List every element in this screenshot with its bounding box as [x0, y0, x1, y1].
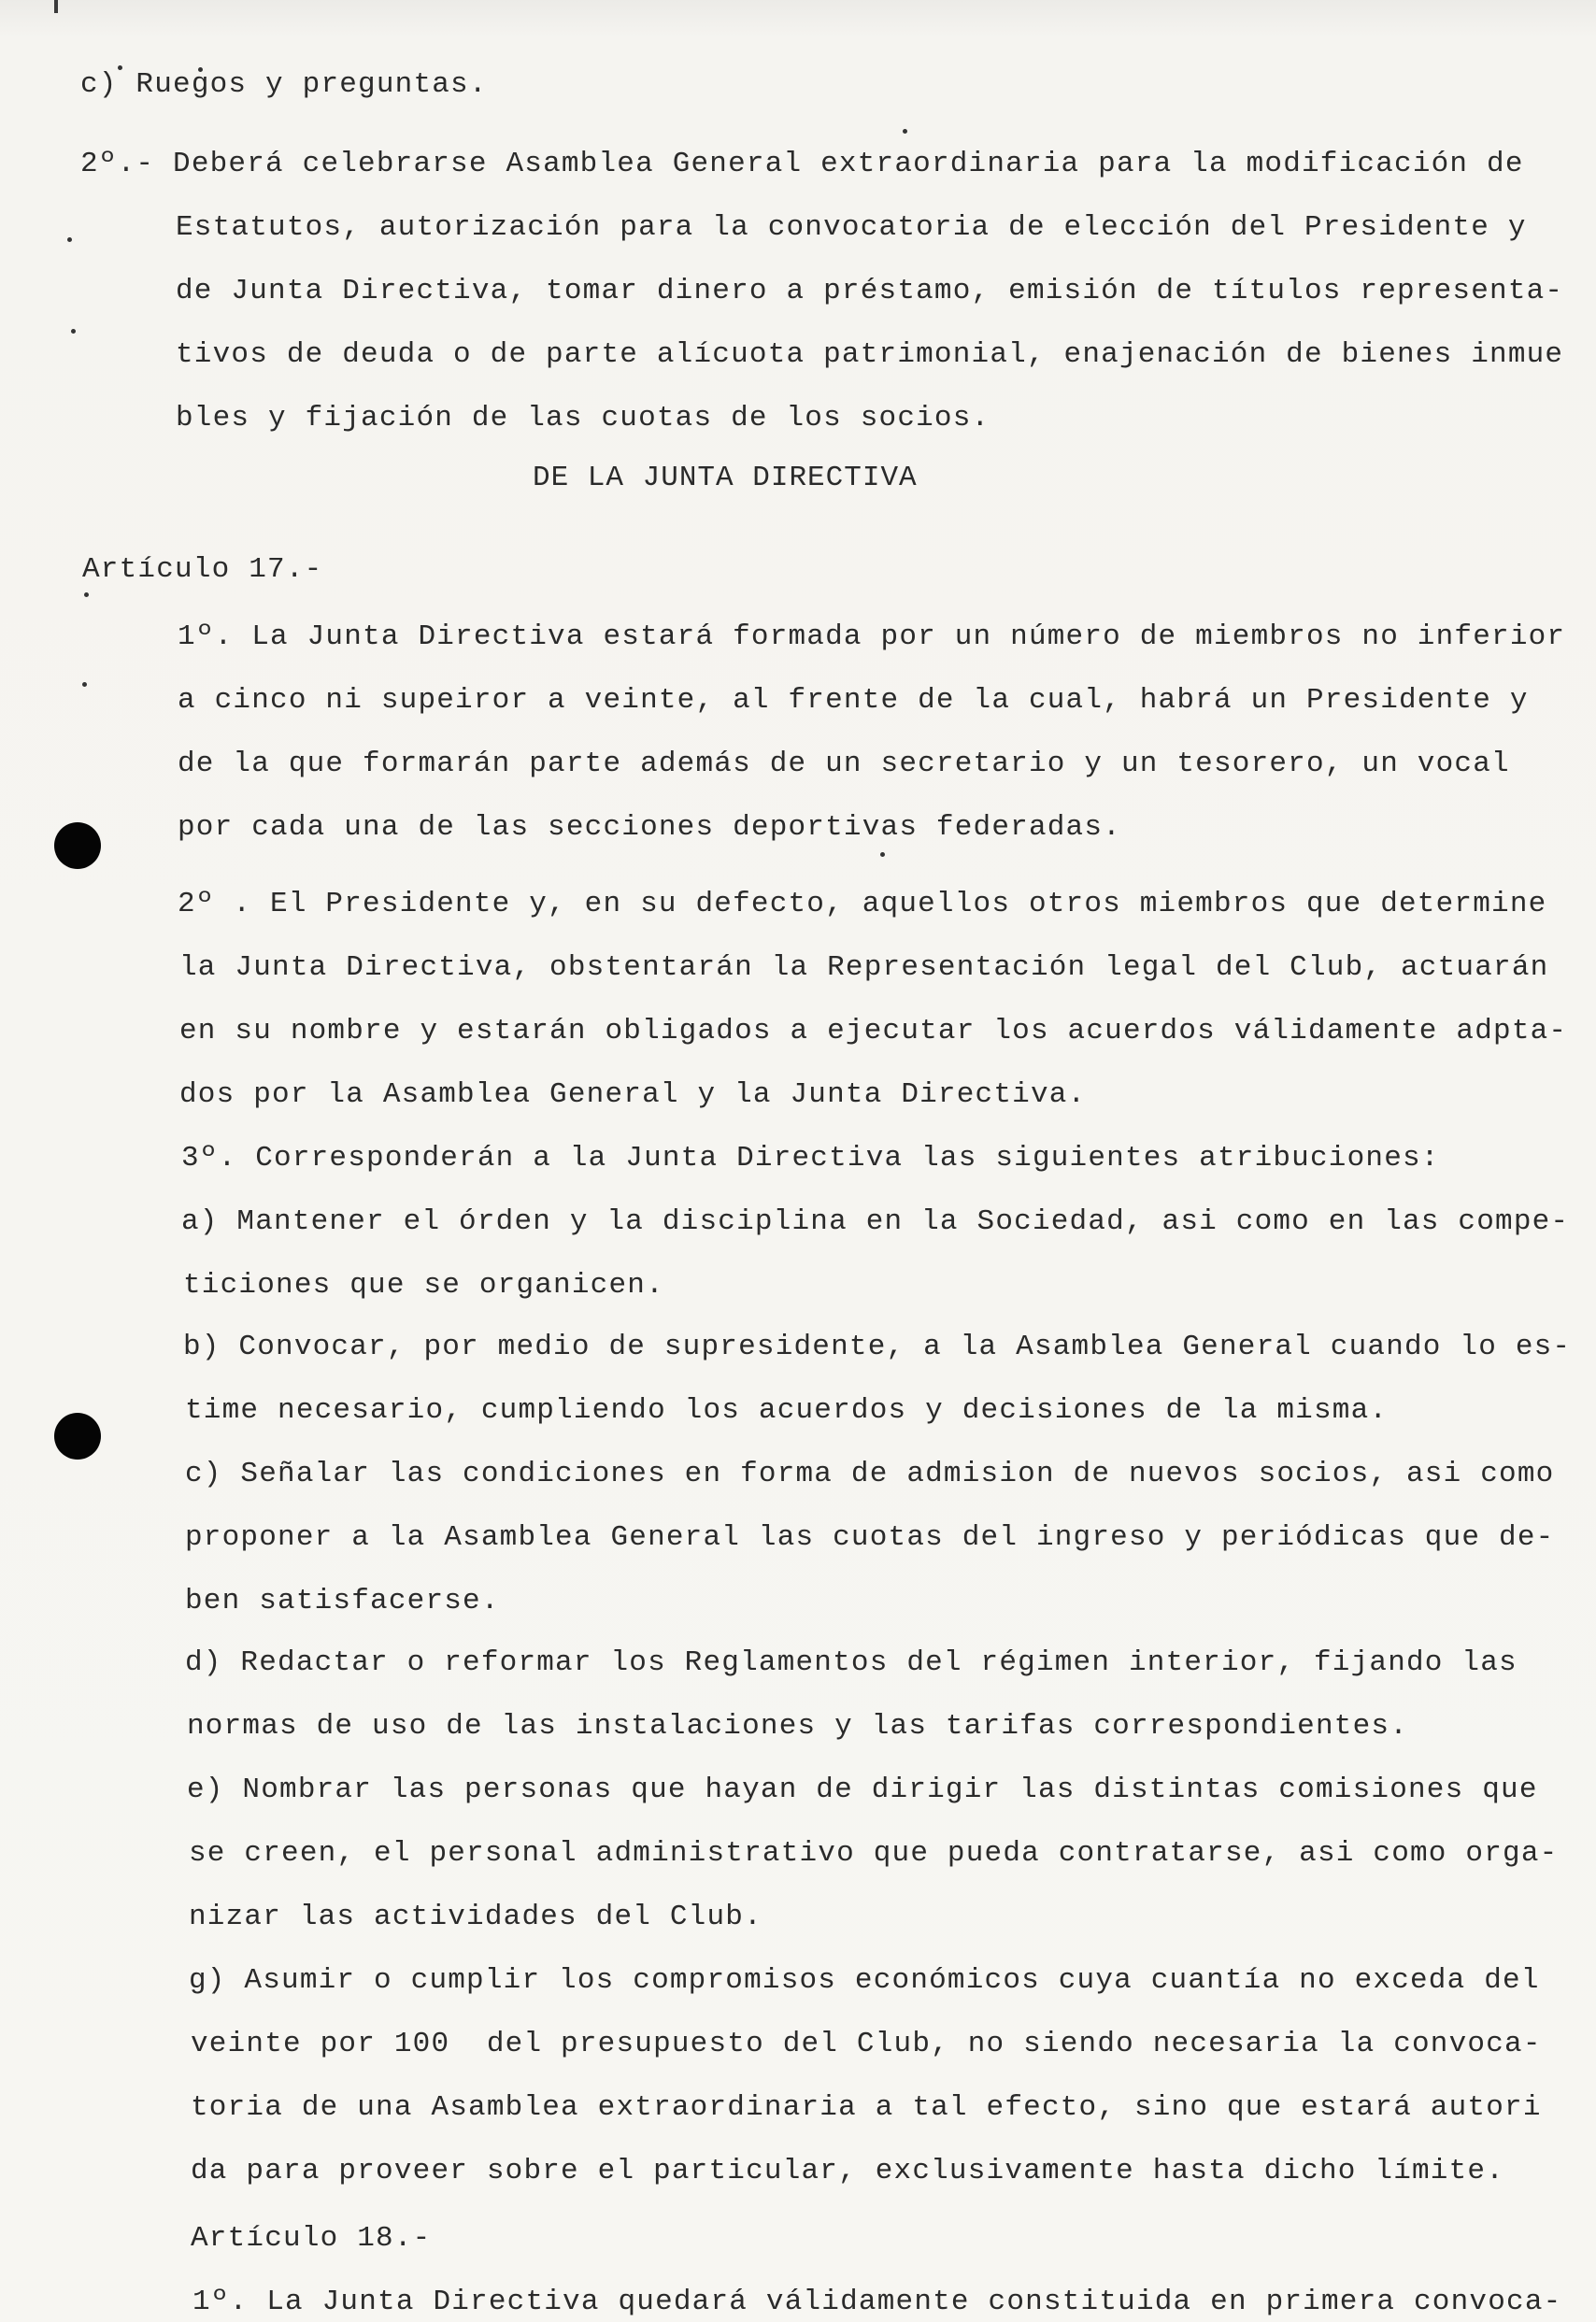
- text-line: tivos de deuda o de parte alícuota patrimonial, enajenación de bienes inmue: [176, 338, 1564, 371]
- text-line: 2º.- Deberá celebrarse Asamblea General extraordinaria para la modificación de: [80, 148, 1524, 180]
- section-heading: DE LA JUNTA DIRECTIVA: [533, 462, 918, 494]
- text-line: toria de una Asamblea extraordinaria a tal efecto, sino que estará autori: [191, 2091, 1542, 2124]
- text-line: c) Señalar las condiciones en forma de admision de nuevos socios, asi como: [185, 1458, 1555, 1490]
- text-line: 2º . El Presidente y, en su defecto, aquellos otros miembros que determine: [178, 888, 1547, 920]
- text-line: nizar las actividades del Club.: [189, 1901, 762, 1933]
- text-line: da para proveer sobre el particular, exclusivamente hasta dicho límite.: [191, 2155, 1505, 2187]
- text-line: veinte por 100 del presupuesto del Club, no siendo necesaria la convoca-: [191, 2028, 1542, 2060]
- text-line: de la que formarán parte además de un secretario y un tesorero, un vocal: [178, 748, 1510, 780]
- text-line: e) Nombrar las personas que hayan de dirigir las distintas comisiones que: [187, 1774, 1538, 1806]
- text-line: Estatutos, autorización para la convocatoria de elección del Presidente y: [176, 211, 1527, 244]
- text-line: normas de uso de las instalaciones y las tarifas correspondientes.: [187, 1710, 1408, 1743]
- text-line: 3º. Corresponderán a la Junta Directiva las siguientes atribuciones:: [181, 1142, 1440, 1175]
- text-line: d) Redactar o reformar los Reglamentos del régimen interior, fijando las: [185, 1646, 1518, 1679]
- text-line: en su nombre y estarán obligados a ejecutar los acuerdos válidamente adpta-: [179, 1015, 1568, 1047]
- text-line: a) Mantener el órden y la disciplina en la Sociedad, asi como en las compe-: [181, 1205, 1570, 1238]
- text-line: de Junta Directiva, tomar dinero a préstamo, emisión de títulos representa-: [176, 275, 1564, 307]
- text-line: g) Asumir o cumplir los compromisos económicos cuya cuantía no exceda del: [189, 1964, 1540, 1997]
- text-line: la Junta Directiva, obstentarán la Representación legal del Club, actuarán: [179, 951, 1549, 984]
- text-line: 1º. La Junta Directiva estará formada por un número de miembros no inferior: [178, 620, 1566, 653]
- article-heading: Artículo 18.-: [191, 2222, 432, 2255]
- text-line: 1º. La Junta Directiva quedará válidamente constituida en primera convoca-: [192, 2286, 1562, 2318]
- text-line: c) Ruegos y preguntas.: [80, 68, 488, 101]
- text-line: time necesario, cumpliendo los acuerdos y decisiones de la misma.: [185, 1394, 1389, 1427]
- text-line: ben satisfacerse.: [185, 1585, 500, 1617]
- article-heading: Artículo 17.-: [82, 553, 323, 586]
- text-line: por cada una de las secciones deportivas federadas.: [178, 811, 1121, 844]
- text-line: b) Convocar, por medio de supresidente, a la Asamblea General cuando lo es-: [183, 1331, 1572, 1363]
- text-line: a cinco ni supeiror a veinte, al frente de la cual, habrá un Presidente y: [178, 684, 1529, 717]
- text-line: bles y fijación de las cuotas de los socios.: [176, 402, 990, 434]
- text-line: se creen, el personal administrativo que pueda contratarse, asi como orga-: [189, 1837, 1559, 1870]
- text-line: proponer a la Asamblea General las cuotas del ingreso y periódicas que de-: [185, 1521, 1555, 1554]
- text-line: ticiones que se organicen.: [183, 1269, 664, 1302]
- text-line: dos por la Asamblea General y la Junta Directiva.: [179, 1078, 1087, 1111]
